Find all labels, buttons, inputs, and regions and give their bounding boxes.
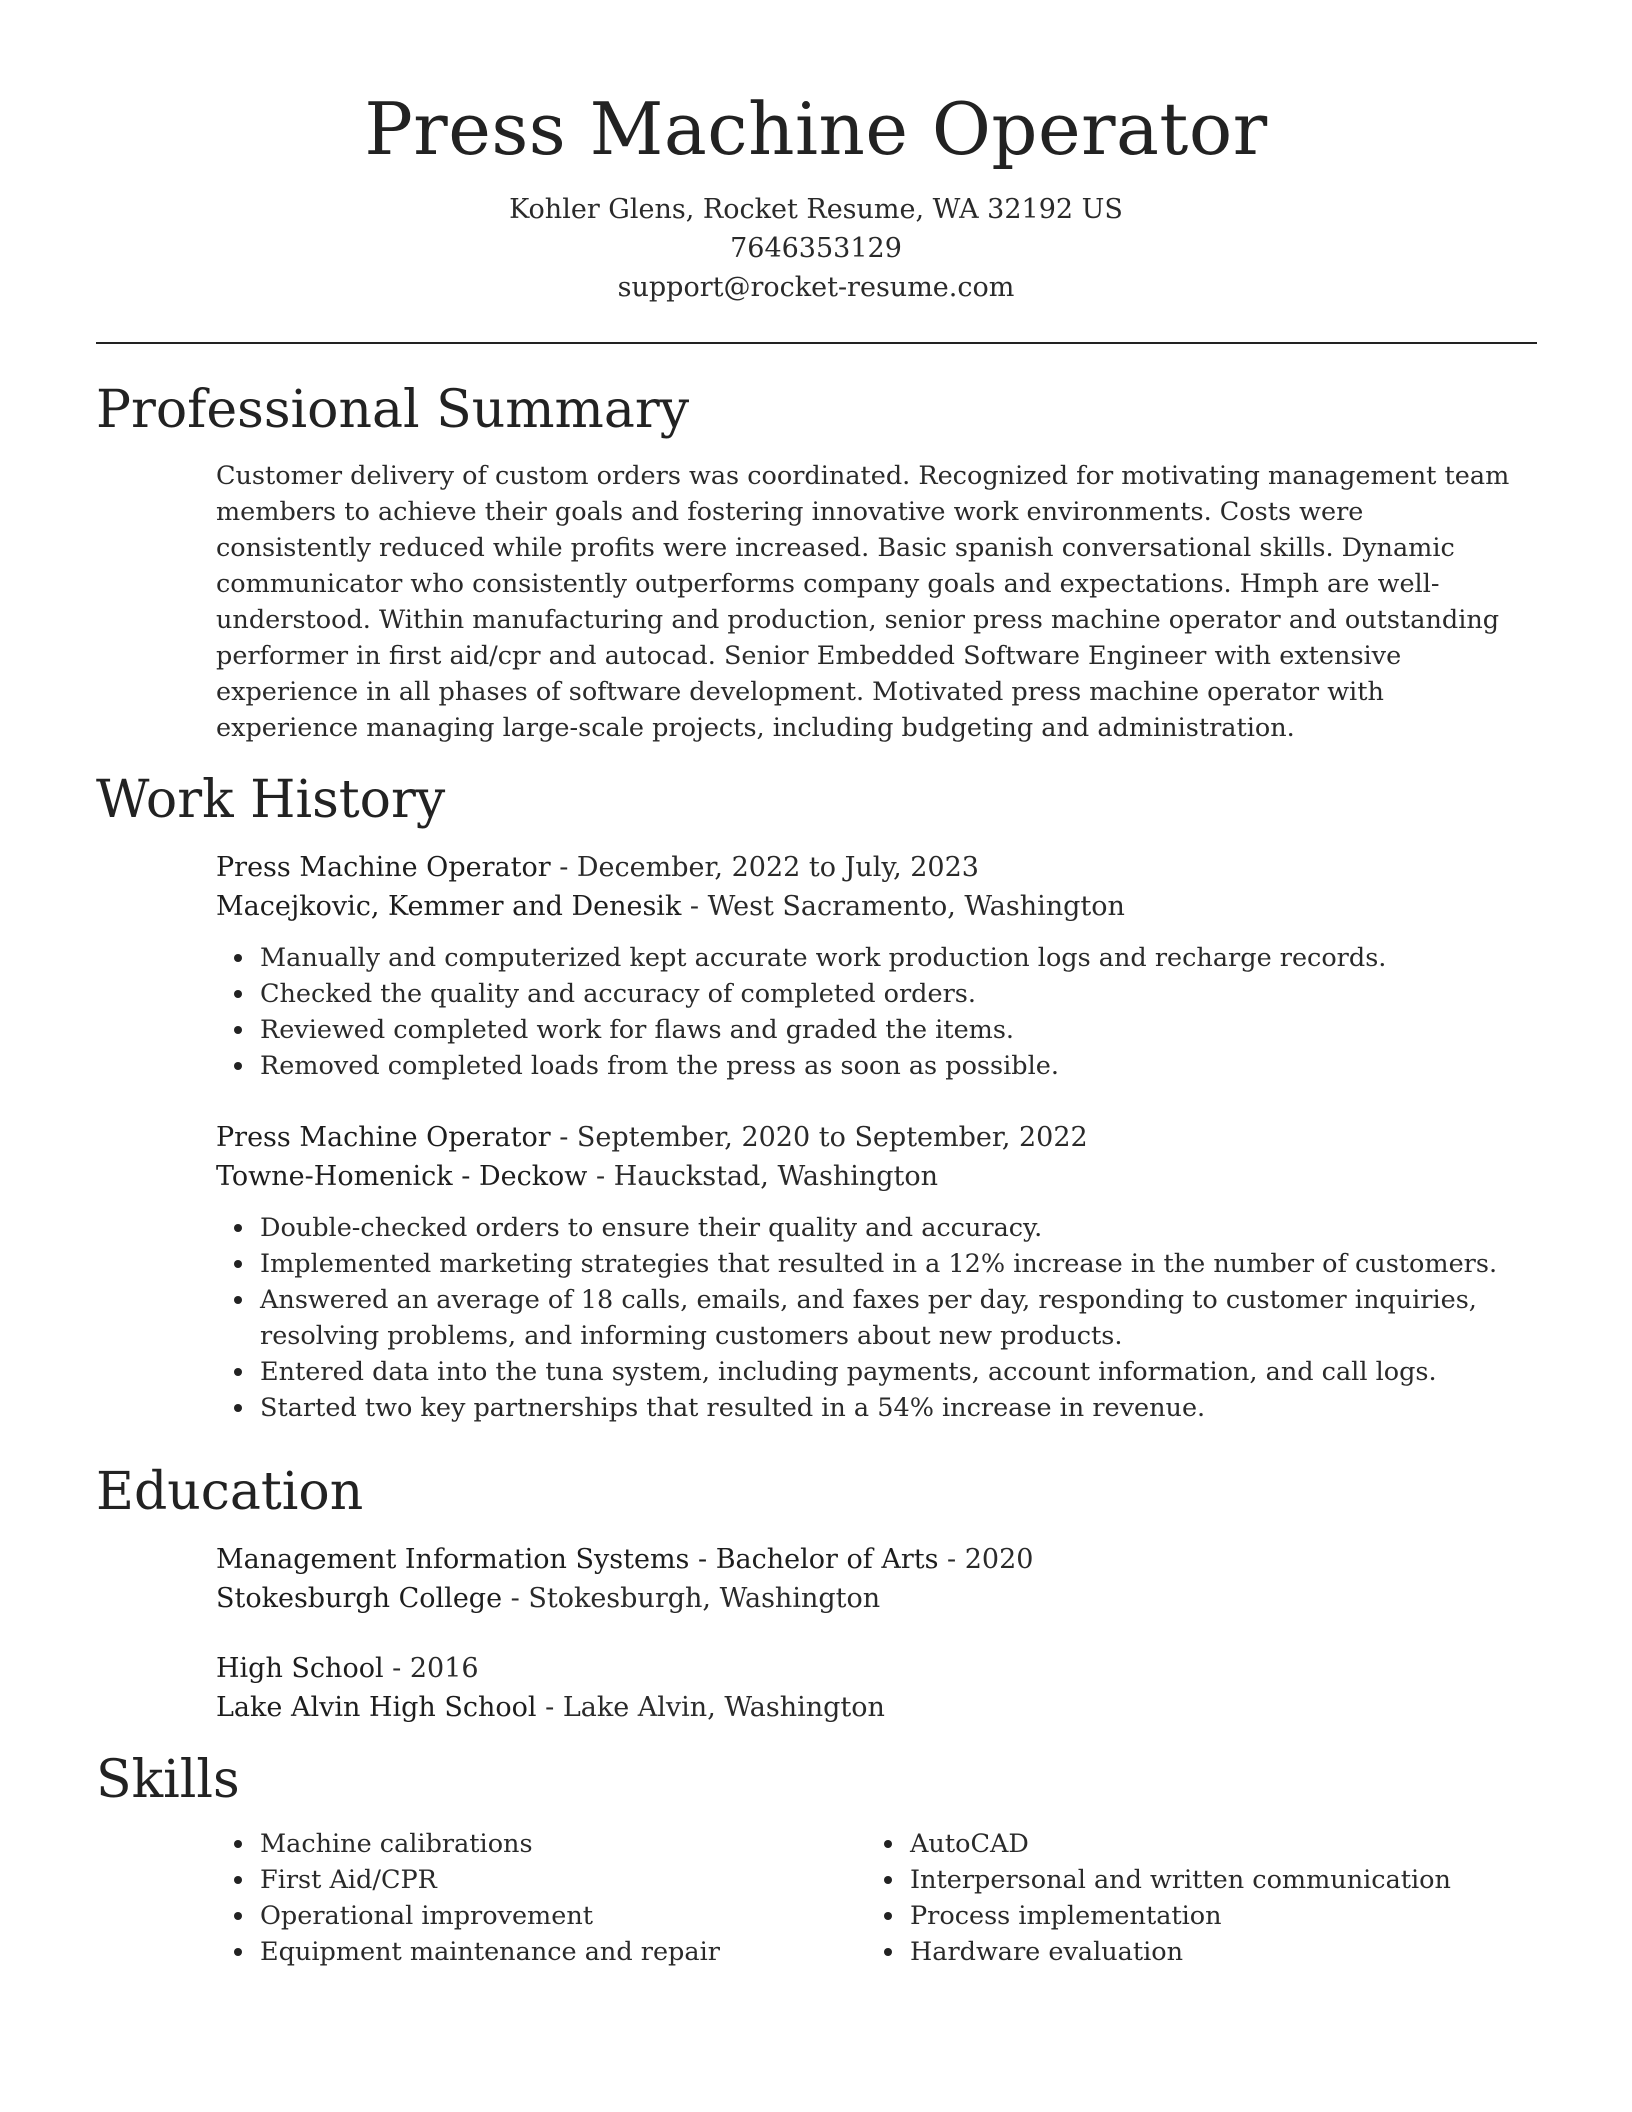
skill-item: AutoCAD — [910, 1826, 1516, 1862]
job-bullet-list — [216, 1210, 1526, 1426]
skill-item: Equipment maintenance and repair — [260, 1934, 866, 1970]
skill-item: Process implementation — [910, 1898, 1516, 1934]
summary-text: Customer delivery of custom orders was coordinated. Recognized for motivating management team members to achieve their goals and fostering innovative work environments. Costs were consistently reduced while profits were increased. Basic spanish conversational skills. Dynamic communicator who consistently outperforms company goals and expectations. Hmph are well-understood. Within manufacturing and production, senior press machine operator and outstanding performer in first aid/cpr and autocad. Senior Embedded Software Engineer with extensive experience in all phases of software development. Motivated press machine operator with experience managing large-scale projects, including budgeting and administration. — [216, 461, 1510, 743]
header-divider — [96, 342, 1537, 344]
education-school: Stokesburgh College — [216, 1583, 503, 1614]
education-entry — [216, 1649, 1526, 1727]
job-role: Press Machine Operator — [216, 852, 551, 883]
education-school-line — [216, 1688, 1526, 1727]
education-degree-line — [216, 1540, 1526, 1579]
list-item: Implemented marketing strategies that resulted in a 12% increase in the number of customers. — [260, 1246, 1526, 1282]
list-item: Reviewed completed work for flaws and graded the items. — [260, 1012, 1526, 1048]
education-degree: Management Information Systems - Bachelor of Arts — [216, 1544, 939, 1575]
list-item: Started two key partnerships that resulted in a 54% increase in revenue. — [260, 1390, 1526, 1426]
section-title-summary: Professional Summary — [96, 380, 690, 440]
phone-line: 7646353129 — [730, 233, 902, 264]
education-school-line — [216, 1579, 1526, 1618]
education-location: - Stokesburgh, Washington — [502, 1583, 881, 1614]
list-item: Removed completed loads from the press as soon as possible. — [260, 1048, 1526, 1084]
job-location: - West Sacramento, Washington — [681, 891, 1125, 922]
job-bullet-list — [216, 940, 1526, 1084]
education-degree: High School — [216, 1653, 384, 1684]
list-item: Checked the quality and accuracy of completed orders. — [260, 976, 1526, 1012]
list-item: Manually and computerized kept accurate work production logs and recharge records. — [260, 940, 1526, 976]
skill-item: Machine calibrations — [260, 1826, 866, 1862]
candidate-title: Press Machine Operator — [364, 87, 1268, 171]
job-role: Press Machine Operator — [216, 1122, 551, 1153]
skills-list-left — [216, 1826, 866, 1970]
resume-header — [0, 0, 1632, 307]
list-item: Answered an average of 18 calls, emails, and faxes per day, responding to customer inquiries, resolving problems, and informing customers about new products. — [260, 1282, 1526, 1354]
job-dates: - December, 2022 to July, 2023 — [550, 852, 979, 883]
job-company-line — [216, 1157, 1526, 1196]
skill-item: Operational improvement — [260, 1898, 866, 1934]
skill-item: Interpersonal and written communication — [910, 1862, 1516, 1898]
job-location: - Hauckstad, Washington — [587, 1161, 939, 1192]
list-item: Entered data into the tuna system, including payments, account information, and call logs. — [260, 1354, 1526, 1390]
job-entry — [216, 848, 1526, 1084]
education-year: - 2020 — [938, 1544, 1034, 1575]
education-year: - 2016 — [383, 1653, 479, 1684]
job-title-line — [216, 1118, 1526, 1157]
contact-block — [0, 190, 1632, 307]
skill-item: Hardware evaluation — [910, 1934, 1516, 1970]
address-line: Kohler Glens, Rocket Resume, WA 32192 US — [509, 194, 1123, 225]
skill-item: First Aid/CPR — [260, 1862, 866, 1898]
email-line: support@rocket-resume.com — [617, 272, 1015, 303]
education-entry — [216, 1540, 1526, 1618]
skills-list-right — [866, 1826, 1516, 1970]
education-location: - Lake Alvin, Washington — [536, 1692, 885, 1723]
section-title-work-history: Work History — [96, 770, 446, 830]
job-company-line — [216, 887, 1526, 926]
section-title-education: Education — [96, 1462, 364, 1522]
job-title-line — [216, 848, 1526, 887]
job-dates: - September, 2020 to September, 2022 — [550, 1122, 1088, 1153]
job-company: Macejkovic, Kemmer and Denesik — [216, 891, 682, 922]
education-school: Lake Alvin High School — [216, 1692, 537, 1723]
list-item: Double-checked orders to ensure their quality and accuracy. — [260, 1210, 1526, 1246]
skills-grid — [216, 1826, 1526, 1970]
section-title-skills: Skills — [96, 1750, 240, 1810]
job-company: Towne-Homenick - Deckow — [216, 1161, 588, 1192]
education-degree-line — [216, 1649, 1526, 1688]
job-entry — [216, 1118, 1526, 1426]
